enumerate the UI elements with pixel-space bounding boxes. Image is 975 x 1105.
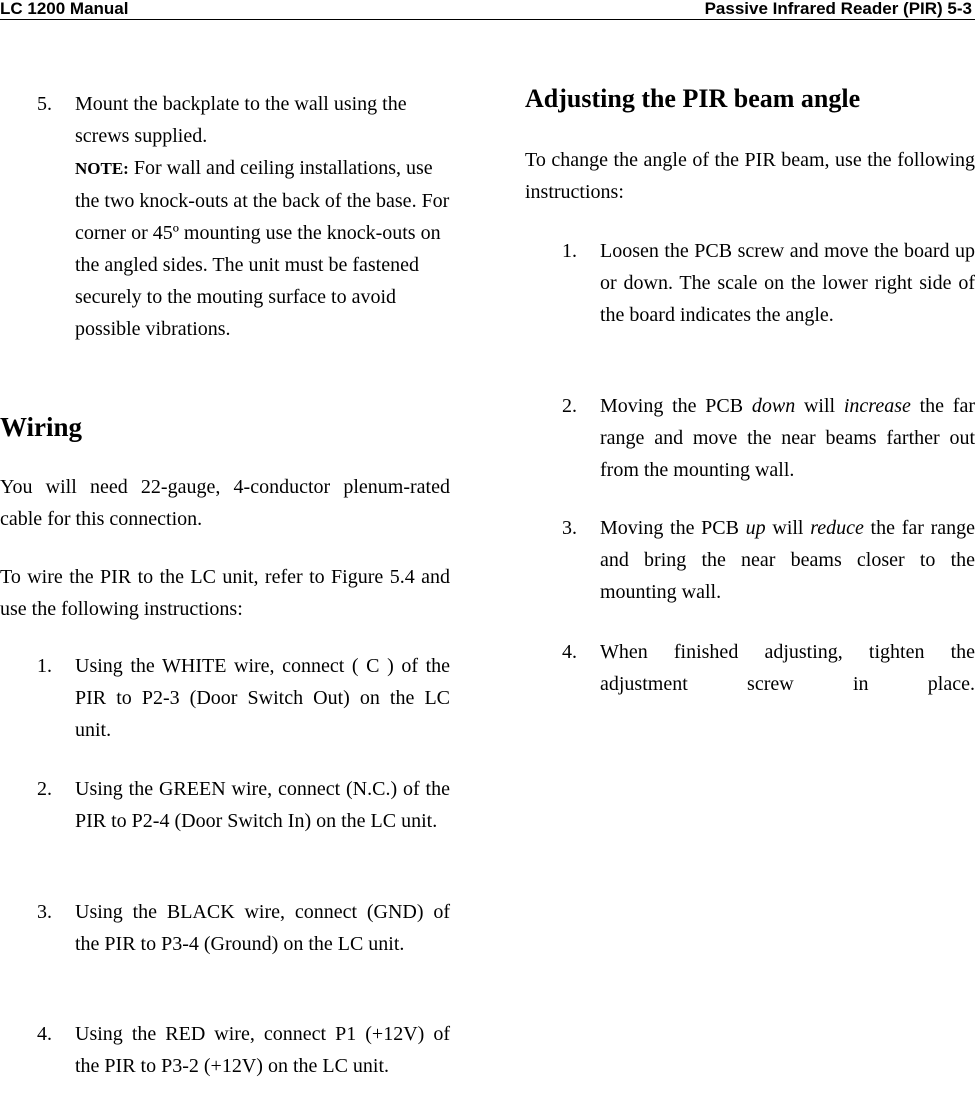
step-number: 2. <box>37 778 52 800</box>
step-body <box>75 88 450 345</box>
step-number: 4. <box>37 1023 52 1045</box>
page-header <box>0 0 975 20</box>
section-title: Passive Infrared Reader (PIR) 5-3 <box>704 0 972 18</box>
wiring-paragraph-2: To wire the PIR to the LC unit, refer to Figure 5.4 and use the following instructions: <box>0 566 450 620</box>
step-number: 1. <box>562 240 577 262</box>
step-emphasis-effect: reduce <box>810 517 864 539</box>
step-number: 1. <box>37 655 52 677</box>
step-text: Mount the backplate to the wall using the screws supplied. <box>75 93 407 147</box>
step-number: 5. <box>37 93 52 115</box>
step-number: 3. <box>37 901 52 923</box>
step-emphasis-direction: up <box>745 517 766 539</box>
wiring-heading: Wiring <box>0 412 83 442</box>
step-text-mid: will <box>795 395 844 417</box>
step-text: Using the GREEN wire, connect (N.C.) of the PIR to P2-4 (Door Switch In) on the LC unit. <box>75 778 450 832</box>
step-text: Using the WHITE wire, connect ( C ) of the PIR to P2-3 (Door Switch Out) on the LC unit. <box>75 655 450 741</box>
step-text: Loosen the PCB screw and move the board up or down. The scale on the lower right side of the board indicates the angle. <box>600 240 975 326</box>
adjust-intro: To change the angle of the PIR beam, use the following instructions: <box>525 149 975 203</box>
step-text-mid: will <box>765 517 811 539</box>
step-text <box>600 390 975 486</box>
step-text: When finished adjusting, tighten the adjustment screw in place. <box>600 641 975 695</box>
step-text-pre: Moving the PCB <box>600 395 752 417</box>
step-text <box>600 512 975 608</box>
manual-title: LC 1200 Manual <box>0 0 129 18</box>
step-text-post: the far range and move the near beams farther out from the mounting wall. <box>600 395 975 481</box>
note-text: For wall and ceiling installations, use the two knock-outs at the back of the base. For corner or 45º mounting use the knock-outs on the angled sides. The unit must be fastened securely to the mouting surface to avoid possible vibrations. <box>75 157 450 340</box>
step-number: 4. <box>562 641 577 663</box>
step-text-post: the far range and bring the near beams closer to the mounting wall. <box>600 517 975 603</box>
wiring-paragraph-1: You will need 22-gauge, 4-conductor plenum-rated cable for this connection. <box>0 476 450 530</box>
step-number: 3. <box>562 517 577 539</box>
step-number: 2. <box>562 395 577 417</box>
step-text-pre: Moving the PCB <box>600 517 746 539</box>
step-text: Using the BLACK wire, connect (GND) of the PIR to P3-4 (Ground) on the LC unit. <box>75 901 450 955</box>
note-label: NOTE: <box>75 159 129 178</box>
step-emphasis-effect: increase <box>843 395 911 417</box>
step-emphasis-direction: down <box>751 395 796 417</box>
step-text: Using the RED wire, connect P1 (+12V) of the PIR to P3-2 (+12V) on the LC unit. <box>75 1023 450 1077</box>
adjust-heading: Adjusting the PIR beam angle <box>525 84 861 113</box>
